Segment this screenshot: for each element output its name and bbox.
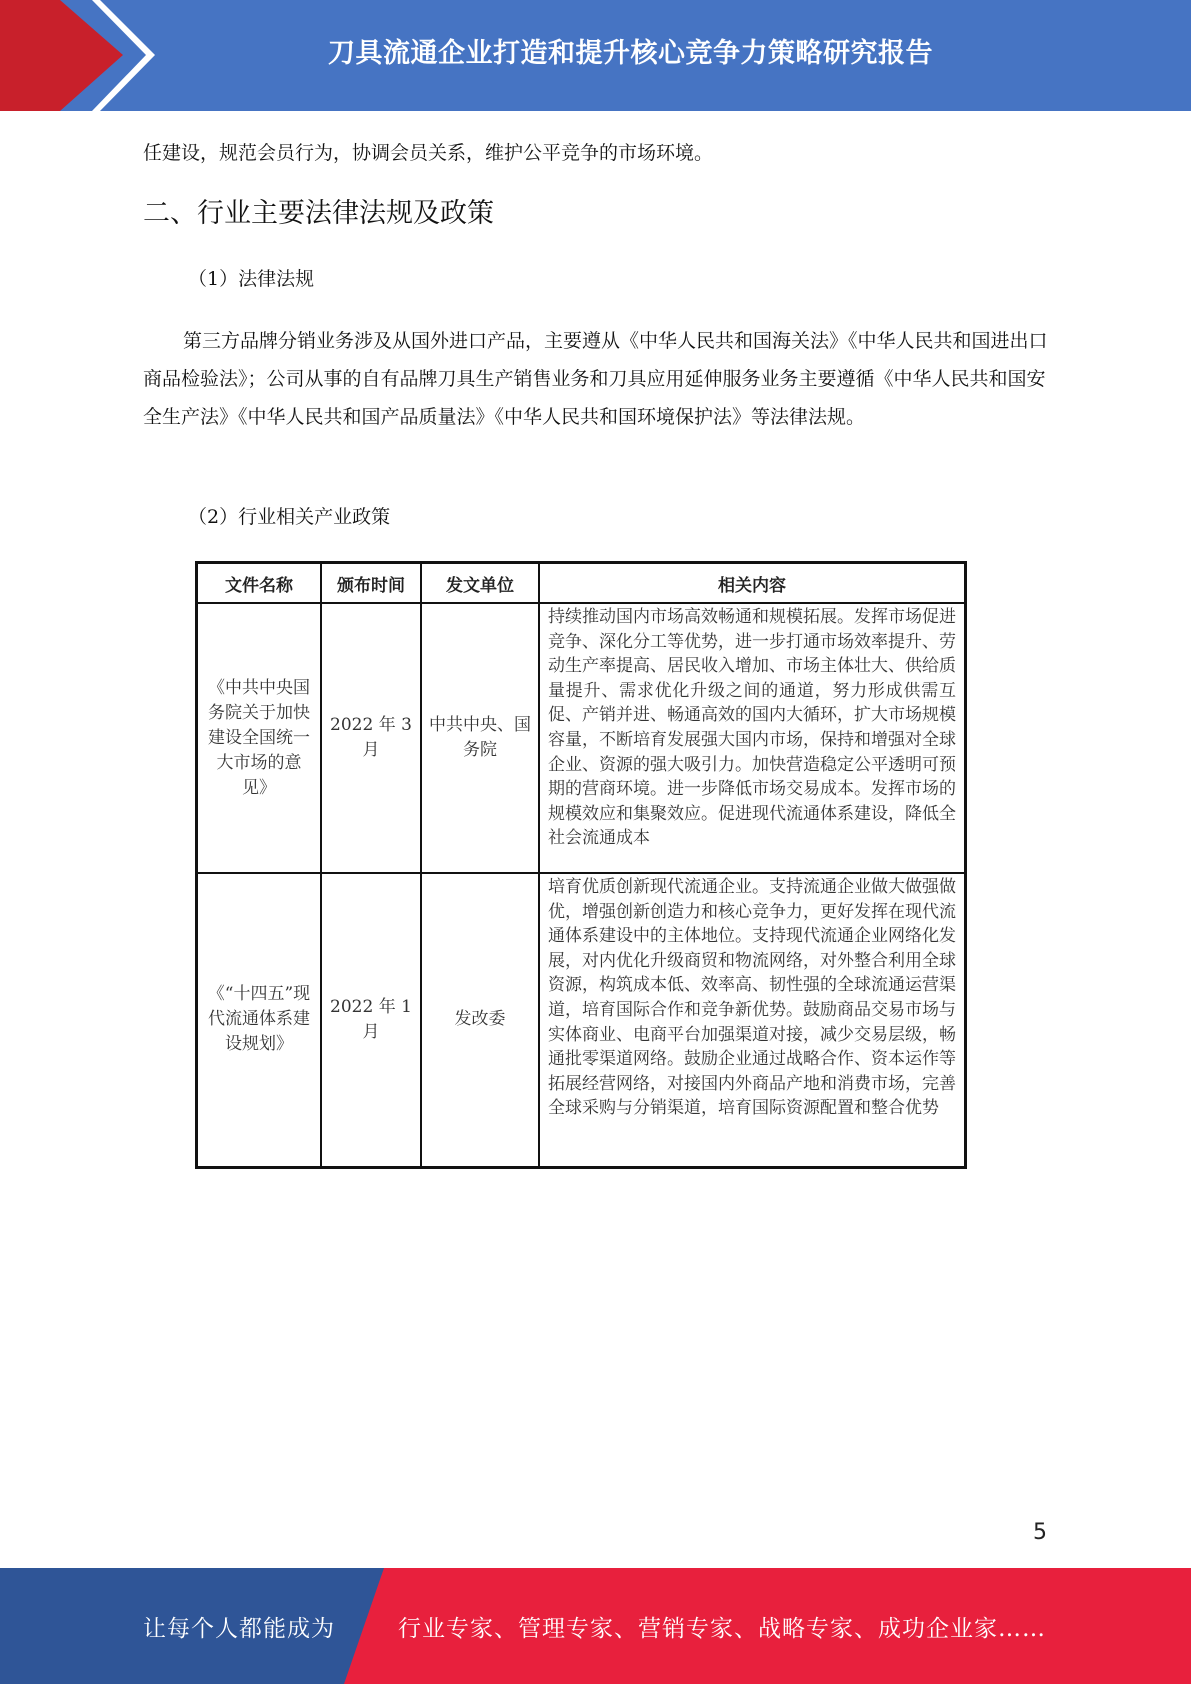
subheading-laws: （1）法律法规 <box>188 268 315 290</box>
table-header-row <box>197 563 966 604</box>
laws-paragraph-block <box>143 322 1048 436</box>
cell-issue-date: 2022 年 1 月 <box>321 873 421 1167</box>
page-header <box>0 0 1191 111</box>
intro-text-block <box>143 134 1048 172</box>
cell-document-name: 《“十四五”现代流通体系建设规划》 <box>197 873 322 1167</box>
laws-paragraph: 第三方品牌分销业务涉及从国外进口产品，主要遵从《中华人民共和国海关法》《中华人民共和国进出口商品检验法》；公司从事的自有品牌刀具生产销售业务和刀具应用延伸服务业务主要遵循《中华人民共和国安全生产法》《中华人民共和国产品质量法》《中华人民共和国环境保护法》等法律法规。 <box>143 330 1048 428</box>
cell-document-name: 《中共中央国务院关于加快建设全国统一大市场的意见》 <box>197 603 322 873</box>
column-header-content: 相关内容 <box>539 563 966 604</box>
column-header-date: 颁布时间 <box>321 563 421 604</box>
header-title: 刀具流通企业打造和提升核心竞争力策略研究报告 <box>328 37 933 69</box>
subheading-policies: （2）行业相关产业政策 <box>188 506 391 528</box>
column-header-issuer: 发文单位 <box>421 563 539 604</box>
cell-issuer: 中共中央、国务院 <box>421 603 539 873</box>
page-footer <box>0 1568 1191 1684</box>
cell-issue-date: 2022 年 3 月 <box>321 603 421 873</box>
column-header-name: 文件名称 <box>197 563 322 604</box>
cell-content: 培育优质创新现代流通企业。支持流通企业做大做强做优，增强创新创造力和核心竞争力，更好发挥在现代流通体系建设中的主体地位。支持现代流通企业网络化发展，对内优化升级商贸和物流网络，对外整合利用全球资源，构筑成本低、效率高、韧性强的全球流通运营渠道，培育国际合作和竞争新优势。鼓励商品交易市场与实体商业、电商平台加强渠道对接，减少交易层级，畅通批零渠道网络。鼓励企业通过战略合作、资本运作等拓展经营网络，对接国内外商品产地和消费市场，完善全球采购与分销渠道，培育国际资源配置和整合优势 <box>539 873 966 1167</box>
intro-text: 任建设，规范会员行为，协调会员关系，维护公平竞争的市场环境。 <box>143 142 714 164</box>
footer-slogan-left: 让每个人都能成为 <box>143 1615 335 1642</box>
page-number: 5 <box>1033 1520 1047 1545</box>
footer-slogan-right: 行业专家、管理专家、营销专家、战略专家、成功企业家…… <box>398 1615 1046 1642</box>
table-row <box>197 603 966 873</box>
cell-content: 持续推动国内市场高效畅通和规模拓展。发挥市场促进竞争、深化分工等优势，进一步打通市场效率提升、劳动生产率提高、居民收入增加、市场主体壮大、供给质量提升、需求优化升级之间的通道，努力形成供需互促、产销并进、畅通高效的国内大循环，扩大市场规模容量，不断培育发展强大国内市场，保持和增强对全球企业、资源的强大吸引力。加快营造稳定公平透明可预期的营商环境。进一步降低市场交易成本。发挥市场的规模效应和集聚效应。促进现代流通体系建设，降低全社会流通成本 <box>539 603 966 873</box>
section-heading: 二、行业主要法律法规及政策 <box>143 198 494 229</box>
cell-issuer: 发改委 <box>421 873 539 1167</box>
table-row <box>197 873 966 1167</box>
policy-table <box>195 561 967 1169</box>
